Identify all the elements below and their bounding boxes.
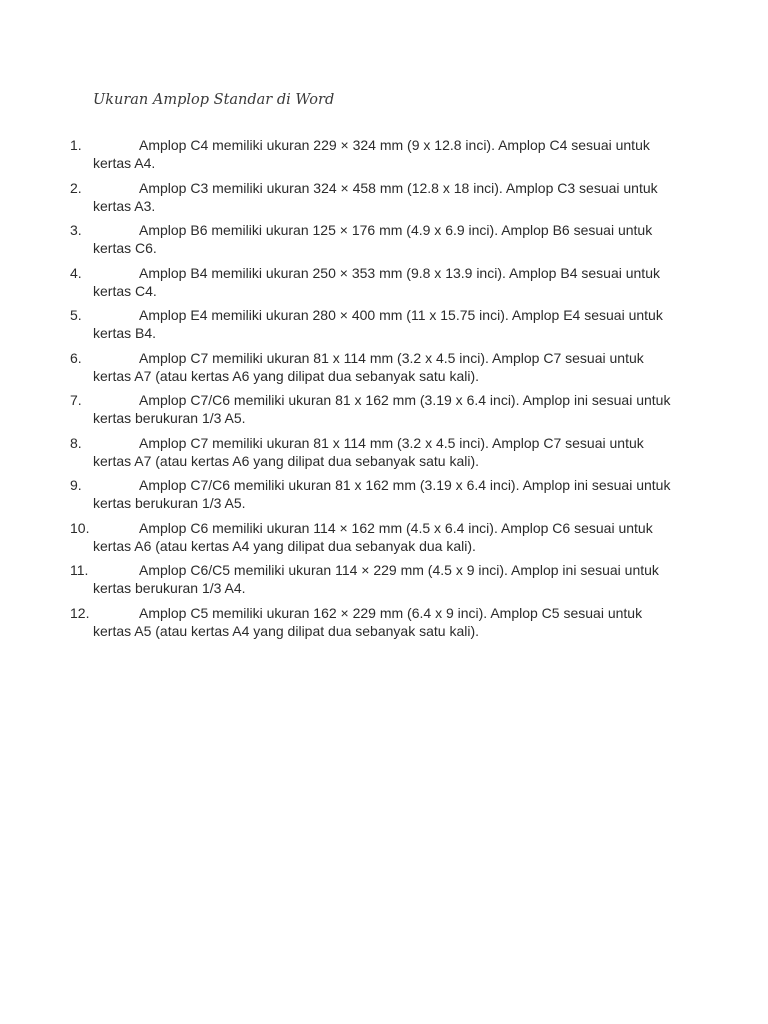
- list-item: [0, 349, 768, 392]
- list-item-text: Amplop C7/C6 memiliki ukuran 81 x 162 mm (3.19 x 6.4 inci). Amplop ini sesuai untuk kertas berukuran 1/3 A5.: [93, 477, 671, 511]
- envelope-size-list: [0, 136, 768, 646]
- list-item-number: 7.: [70, 392, 82, 408]
- list-item-number: 6.: [70, 349, 82, 366]
- list-item: [0, 476, 768, 519]
- list-item: [0, 136, 768, 179]
- list-item-text: Amplop C5 memiliki ukuran 162 × 229 mm (6.4 x 9 inci). Amplop C5 sesuai untuk kertas A5 (atau kertas A4 yang dilipat dua sebanyak satu kali).: [93, 604, 643, 639]
- list-item: [0, 179, 768, 222]
- list-item-number: 1.: [70, 137, 82, 153]
- list-item-number: 9.: [70, 477, 82, 493]
- list-item-text: Amplop C3 memiliki ukuran 324 × 458 mm (12.8 x 18 inci). Amplop C3 sesuai untuk kertas A3.: [93, 179, 658, 214]
- list-item-text: Amplop C6/C5 memiliki ukuran 114 × 229 mm (4.5 x 9 inci). Amplop ini sesuai untuk kertas berukuran 1/3 A4.: [93, 562, 659, 596]
- list-item-text: Amplop C7/C6 memiliki ukuran 81 x 162 mm (3.19 x 6.4 inci). Amplop ini sesuai untuk kertas berukuran 1/3 A5.: [93, 392, 671, 426]
- list-item: [0, 519, 768, 562]
- list-item: [0, 306, 768, 349]
- list-item-text: Amplop B6 memiliki ukuran 125 × 176 mm (4.9 x 6.9 inci). Amplop B6 sesuai untuk kertas C6.: [93, 222, 653, 256]
- document-title: Ukuran Amplop Standar di Word: [93, 92, 335, 108]
- list-item: [0, 221, 768, 264]
- list-item-text: Amplop C4 memiliki ukuran 229 × 324 mm (9 x 12.8 inci). Amplop C4 sesuai untuk kertas A4.: [93, 137, 650, 171]
- list-item-text: Amplop C7 memiliki ukuran 81 x 114 mm (3.2 x 4.5 inci). Amplop C7 sesuai untuk kertas A7 (atau kertas A6 yang dilipat dua sebanyak satu kali).: [93, 349, 644, 384]
- list-item-text: Amplop E4 memiliki ukuran 280 × 400 mm (11 x 15.75 inci). Amplop E4 sesuai untuk kertas B4.: [93, 307, 663, 341]
- list-item-number: 12.: [70, 604, 90, 621]
- list-item-number: 8.: [70, 434, 82, 451]
- list-item-number: 11.: [70, 562, 89, 578]
- list-item-number: 3.: [70, 222, 82, 238]
- list-item-text: Amplop C7 memiliki ukuran 81 x 114 mm (3.2 x 4.5 inci). Amplop C7 sesuai untuk kertas A7 (atau kertas A6 yang dilipat dua sebanyak satu kali).: [93, 434, 644, 469]
- list-item-number: 5.: [70, 307, 82, 323]
- list-item-text: Amplop B4 memiliki ukuran 250 × 353 mm (9.8 x 13.9 inci). Amplop B4 sesuai untuk kertas C4.: [93, 264, 660, 299]
- list-item: [0, 391, 768, 434]
- list-item: [0, 434, 768, 477]
- list-item-number: 4.: [70, 264, 82, 281]
- list-item: [0, 264, 768, 307]
- list-item-text: Amplop C6 memiliki ukuran 114 × 162 mm (4.5 x 6.4 inci). Amplop C6 sesuai untuk kertas A6 (atau kertas A4 yang dilipat dua sebanyak dua kali).: [93, 519, 653, 554]
- list-item: [0, 604, 768, 647]
- list-item: [0, 561, 768, 604]
- list-item-number: 10.: [70, 519, 90, 536]
- list-item-number: 2.: [70, 179, 82, 196]
